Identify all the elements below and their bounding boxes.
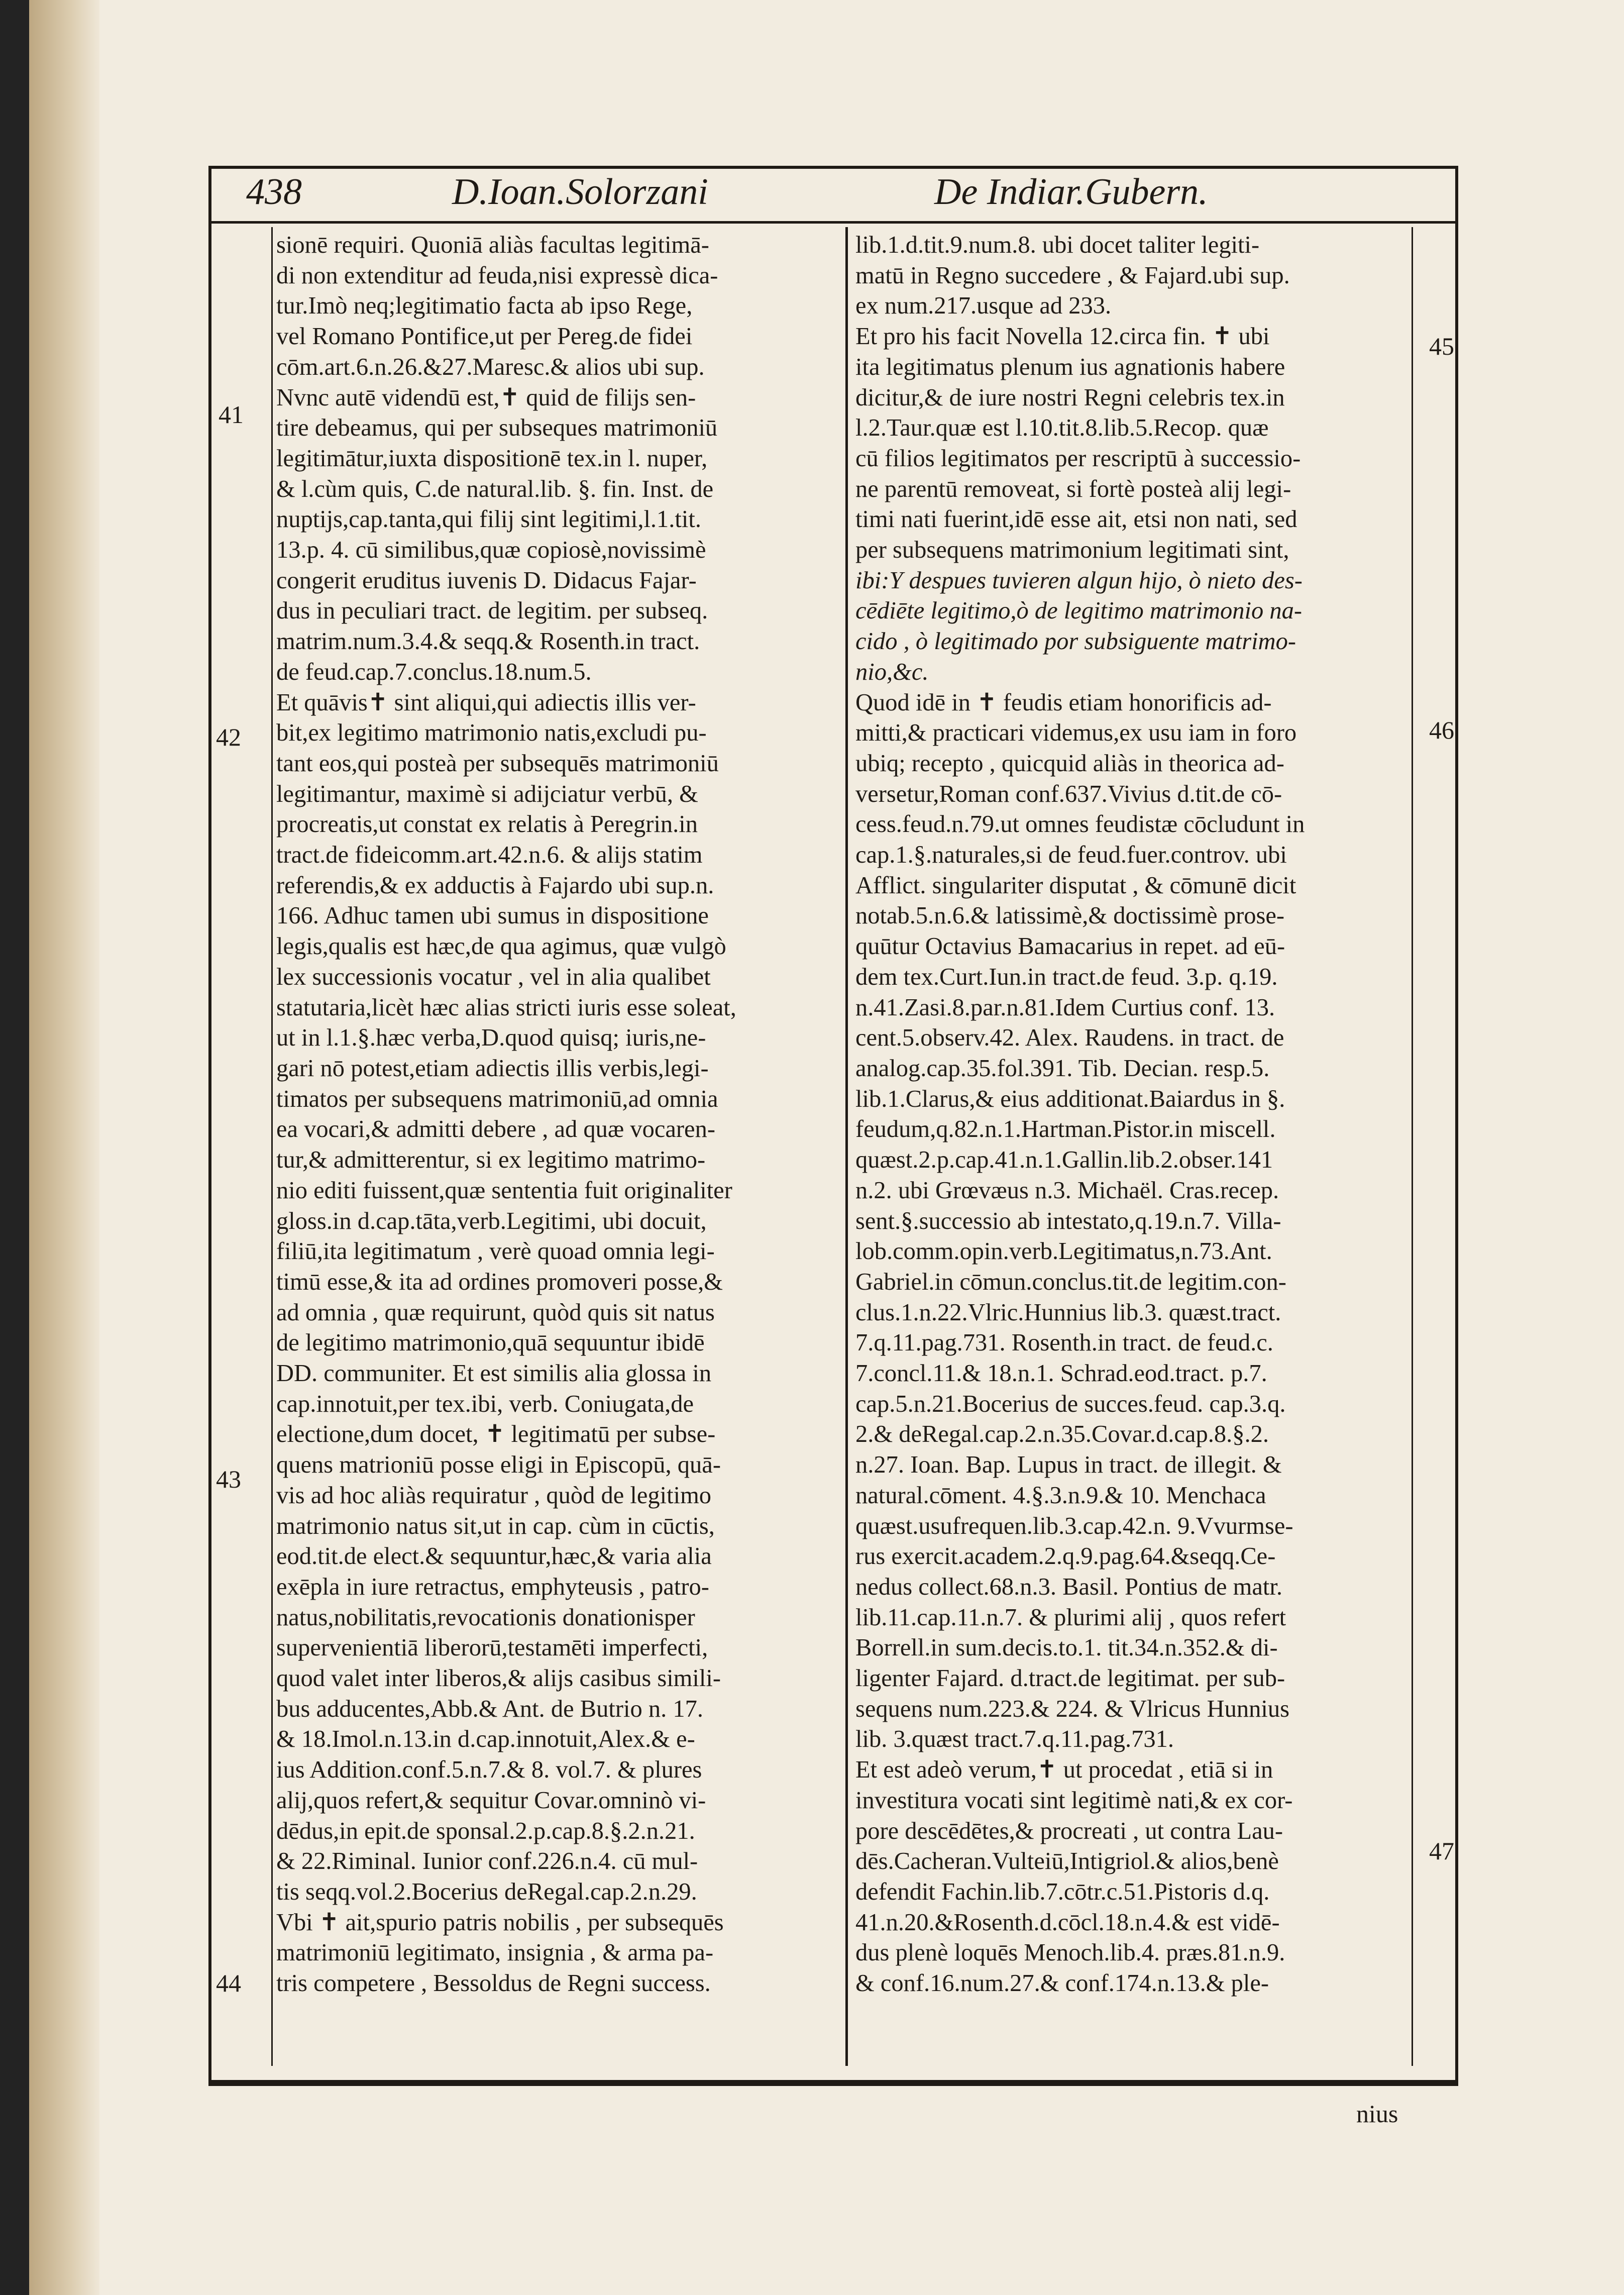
text-line: clus.1.n.22.Vlric.Hunnius lib.3. quæst.tract.	[855, 1299, 1281, 1326]
text-line: ita legitimatus plenum ius agnationis habere	[855, 353, 1285, 380]
text-line: lib.1.d.tit.9.num.8. ubi docet taliter legiti-	[855, 232, 1260, 258]
margin-number: 44	[216, 1969, 241, 1997]
text-line: quūtur Octavius Bamacarius in repet. ad eū-	[855, 933, 1285, 960]
text-line: quod valet inter liberos,& alijs casibus simili-	[276, 1665, 721, 1692]
text-line: congerit eruditus iuvenis D. Didacus Fajar-	[276, 567, 697, 594]
text-line: cent.5.observ.42. Alex. Raudens. in tract. de	[855, 1024, 1284, 1052]
text-line: sionē requiri. Quoniā aliàs facultas legitimā-	[276, 232, 709, 258]
text-line: DD. communiter. Et est similis alia glossa in	[276, 1360, 712, 1387]
text-line: ne parentū removeat, si fortè posteà alij legi-	[855, 475, 1291, 502]
text-line: de feud.cap.7.conclus.18.num.5.	[276, 658, 592, 685]
text-line: n.27. Ioan. Bap. Lupus in tract. de illegit. &	[855, 1451, 1282, 1479]
text-line: feudum,q.82.n.1.Hartman.Pistor.in miscell.	[855, 1116, 1276, 1143]
text-line: natus,nobilitatis,revocationis donationisper	[276, 1604, 695, 1631]
text-line: statutaria,licèt hæc alias stricti iuris esse soleat,	[276, 994, 736, 1021]
text-line: cap.1.§.naturales,si de feud.fuer.controv. ubi	[855, 842, 1287, 869]
text-line: eod.tit.de elect.& sequuntur,hæc,& varia alia	[276, 1543, 712, 1570]
text-line: rus exercit.academ.2.q.9.pag.64.&seqq.Ce-	[855, 1543, 1276, 1570]
text-line: matū in Regno succedere , & Fajard.ubi sup.	[855, 262, 1290, 289]
text-line: natural.cōment. 4.§.3.n.9.& 10. Menchaca	[855, 1482, 1266, 1509]
text-line: tris competere , Bessoldus de Regni success.	[276, 1970, 711, 1997]
text-line: nedus collect.68.n.3. Basil. Pontius de matr.	[855, 1573, 1283, 1600]
text-line: & l.cùm quis, C.de natural.lib. §. fin. Inst. de	[276, 475, 714, 502]
text-line: cōm.art.6.n.26.&27.Maresc.& alios ubi sup.	[276, 353, 705, 380]
text-line: Afflict. singulariter disputat , & cōmunē dicit	[855, 872, 1296, 899]
text-line: matrimonio natus sit,ut in cap. cùm in cūctis,	[276, 1512, 715, 1539]
text-line: 41.n.20.&Rosenth.d.cōcl.18.n.4.& est vidē-	[855, 1909, 1280, 1936]
margin-number: 41	[219, 400, 244, 429]
text-line: supervenientiā liberorū,testamēti imperfecti,	[276, 1634, 708, 1661]
text-line: mitti,& practicari videmus,ex usu iam in foro	[855, 719, 1297, 747]
text-line: ius Addition.conf.5.n.7.& 8. vol.7. & plures	[276, 1756, 702, 1784]
text-line: dēs.Cacheran.Vulteiū,Intigriol.& alios,benè	[855, 1848, 1279, 1875]
text-line: tur.Imò neq;legitimatio facta ab ipso Rege,	[276, 292, 693, 320]
text-line: di non extenditur ad feuda,nisi expressè dica-	[276, 262, 718, 289]
text-line: versetur,Roman conf.637.Vivius d.tit.de cō-	[855, 780, 1282, 807]
text-line: per subsequens matrimonium legitimati sint,	[855, 537, 1289, 564]
text-line: gloss.in d.cap.tāta,verb.Legitimi, ubi docuit,	[276, 1207, 707, 1234]
text-line: matrim.num.3.4.& seqq.& Rosenth.in tract.	[276, 628, 700, 655]
page-number: 438	[246, 171, 302, 213]
text-line: dus in peculiari tract. de legitim. per subseq.	[276, 597, 708, 624]
text-line: sequens num.223.& 224. & Vlricus Hunnius	[855, 1695, 1290, 1722]
header-rule	[208, 221, 1458, 224]
text-line: l.2.Taur.quæ est l.10.tit.8.lib.5.Recop. quæ	[855, 414, 1269, 442]
text-line: tur,& admitterentur, si ex legitimo matrimo-	[276, 1146, 706, 1174]
text-line: n.41.Zasi.8.par.n.81.Idem Curtius conf. 13.	[855, 994, 1275, 1021]
text-line: lib. 3.quæst tract.7.q.11.pag.731.	[855, 1726, 1174, 1753]
text-line: Et pro his facit Novella 12.circa fin. ✝ ubi	[855, 323, 1270, 350]
text-line: Nvnc autē videndū est,✝ quid de filijs sen-	[276, 384, 696, 411]
text-line: defendit Fachin.lib.7.cōtr.c.51.Pistoris d.q.	[855, 1878, 1270, 1905]
text-line: ad omnia , quæ requirunt, quòd quis sit natus	[276, 1299, 715, 1326]
text-line: cess.feud.n.79.ut omnes feudistæ cōcludunt in	[855, 811, 1305, 838]
text-line: legis,qualis est hæc,de qua agimus, quæ vulgò	[276, 933, 726, 960]
text-line: cap.5.n.21.Bocerius de succes.feud. cap.3.q.	[855, 1390, 1286, 1417]
text-line: & 18.Imol.n.13.in d.cap.innotuit,Alex.& e-	[276, 1726, 695, 1753]
text-line: vel Romano Pontifice,ut per Pereg.de fidei	[276, 323, 693, 350]
text-line: legitimantur, maximè si adijciatur verbū, &	[276, 780, 698, 807]
running-head	[246, 166, 1452, 221]
running-author: D.Ioan.Solorzani	[452, 171, 708, 213]
text-line: n.2. ubi Grœvæus n.3. Michaël. Cras.recep.	[855, 1177, 1279, 1204]
text-line: cap.innotuit,per tex.ibi, verb. Coniugata,de	[276, 1390, 694, 1417]
text-line: timi nati fuerint,idē esse ait, etsi non nati, sed	[855, 506, 1297, 533]
margin-number: 47	[1429, 1837, 1454, 1865]
text-line: ea vocari,& admitti debere , ad quæ vocaren-	[276, 1116, 715, 1143]
text-line: Et quāvis✝ sint aliqui,qui adiectis illis ver-	[276, 689, 696, 716]
text-line: ut in l.1.§.hæc verba,D.quod quisq; iuris,ne-	[276, 1024, 706, 1052]
text-line: tract.de fideicomm.art.42.n.6. & alijs statim	[276, 842, 703, 869]
text-line: timū esse,& ita ad ordines promoveri posse,&	[276, 1268, 723, 1295]
text-line: de legitimo matrimonio,quā sequuntur ibidē	[276, 1329, 705, 1357]
text-line: cū filios legitimatos per rescriptū à successio-	[855, 445, 1301, 472]
text-line: legitimātur,iuxta dispositionē tex.in l. nuper,	[276, 445, 708, 472]
text-line: lib.11.cap.11.n.7. & plurimi alij , quos refert	[855, 1604, 1286, 1631]
text-line: nuptijs,cap.tanta,qui filij sint legitimi,l.1.tit.	[276, 506, 701, 533]
text-line: filiū,ita legitimatum , verè quoad omnia legi-	[276, 1238, 715, 1265]
text-line: cido , ò legitimado por subsiguente matrimo-	[855, 628, 1296, 655]
text-line: quæst.2.p.cap.41.n.1.Gallin.lib.2.obser.141	[855, 1146, 1273, 1174]
footer-rule	[208, 2080, 1458, 2085]
text-line: Gabriel.in cōmun.conclus.tit.de legitim.con-	[855, 1268, 1286, 1295]
text-line: & conf.16.num.27.& conf.174.n.13.& ple-	[855, 1970, 1269, 1997]
text-line: 7.q.11.pag.731. Rosenth.in tract. de feud.c.	[855, 1329, 1273, 1357]
page-binding-edge	[29, 0, 99, 2295]
text-line: bit,ex legitimo matrimonio natis,excludi pu-	[276, 719, 707, 747]
text-line: tant eos,qui posteà per subsequēs matrimoniū	[276, 750, 719, 777]
text-line: lib.1.Clarus,& eius additionat.Baiardus in §.	[855, 1085, 1285, 1112]
text-line: pore descēdētes,& procreati , ut contra Lau-	[855, 1817, 1283, 1844]
text-line: investitura vocati sint legitimè nati,& ex cor-	[855, 1787, 1293, 1814]
text-line: tis seqq.vol.2.Bocerius deRegal.cap.2.n.29.	[276, 1878, 697, 1905]
margin-number: 42	[216, 723, 241, 751]
text-line: lex successionis vocatur , vel in alia qualibet	[276, 963, 711, 990]
text-line: 2.& deRegal.cap.2.n.35.Covar.d.cap.8.§.2.	[855, 1421, 1269, 1448]
right-text-column	[855, 230, 1408, 1999]
text-line: alij,quos refert,& sequitur Covar.omninò vi-	[276, 1787, 706, 1814]
running-title: De Indiar.Gubern.	[934, 171, 1208, 213]
catchword: nius	[1356, 2100, 1398, 2128]
text-line: gari nō potest,etiam adiectis illis verbis,legi-	[276, 1055, 709, 1082]
text-line: Vbi ✝ ait,spurio patris nobilis , per subsequēs	[276, 1909, 724, 1936]
left-text-column	[276, 230, 838, 1999]
text-line: quens matrioniū posse eligi in Episcopū, quā-	[276, 1451, 721, 1479]
text-line: ubiq; recepto , quicquid aliàs in theorica ad-	[855, 750, 1284, 777]
text-line: nio editi fuissent,quæ sententia fuit originaliter	[276, 1177, 732, 1204]
text-line: bus adducentes,Abb.& Ant. de Butrio n. 17.	[276, 1695, 704, 1722]
text-line: timatos per subsequens matrimoniū,ad omnia	[276, 1085, 718, 1112]
text-line: vis ad hoc aliàs requiratur , quòd de legitimo	[276, 1482, 712, 1509]
margin-number: 43	[216, 1465, 241, 1493]
text-line: dicitur,& de iure nostri Regni celebris tex.in	[855, 384, 1285, 411]
text-line: ibi:Y despues tuvieren algun hijo, ò nieto des-	[855, 567, 1303, 594]
text-line: dem tex.Curt.Iun.in tract.de feud. 3.p. q.19.	[855, 963, 1278, 990]
text-line: tire debeamus, qui per subseques matrimoniū	[276, 414, 718, 442]
right-margin-rule	[1412, 227, 1413, 2066]
margin-number: 46	[1429, 716, 1454, 744]
text-line: lob.comm.opin.verb.Legitimatus,n.73.Ant.	[855, 1238, 1272, 1265]
text-line: Borrell.in sum.decis.to.1. tit.34.n.352.& di-	[855, 1634, 1278, 1661]
text-line: 166. Adhuc tamen ubi sumus in dispositione	[276, 902, 709, 929]
text-line: matrimoniū legitimato, insignia , & arma pa-	[276, 1939, 714, 1966]
text-line: ligenter Fajard. d.tract.de legitimat. per sub-	[855, 1665, 1285, 1692]
text-line: dēdus,in epit.de sponsal.2.p.cap.8.§.2.n.21.	[276, 1817, 695, 1844]
text-line: analog.cap.35.fol.391. Tib. Decian. resp.5.	[855, 1055, 1270, 1082]
text-line: notab.5.n.6.& latissimè,& doctissimè prose-	[855, 902, 1285, 929]
text-line: procreatis,ut constat ex relatis à Peregrin.in	[276, 811, 698, 838]
text-line: dus plenè loquēs Menoch.lib.4. præs.81.n.9.	[855, 1939, 1285, 1966]
text-line: & 22.Riminal. Iunior conf.226.n.4. cū mul-	[276, 1848, 698, 1875]
text-line: Et est adeò verum,✝ ut procedat , etiā si in	[855, 1756, 1273, 1784]
text-line: quæst.usufrequen.lib.3.cap.42.n. 9.Vvurmse-	[855, 1512, 1293, 1539]
text-line: exēpla in iure retractus, emphyteusis , patro-	[276, 1573, 709, 1600]
text-line: 7.concl.11.& 18.n.1. Schrad.eod.tract. p.7.	[855, 1360, 1267, 1387]
left-margin-rule	[271, 227, 273, 2066]
text-line: electione,dum docet, ✝ legitimatū per subse-	[276, 1421, 716, 1448]
text-line: sent.§.successio ab intestato,q.19.n.7. Villa-	[855, 1207, 1281, 1234]
text-line: Quod idē in ✝ feudis etiam honorificis ad-	[855, 689, 1272, 716]
margin-number: 45	[1429, 332, 1454, 360]
text-line: 13.p. 4. cū similibus,quæ copiosè,novissimè	[276, 537, 706, 564]
text-line: nio,&c.	[855, 658, 929, 685]
text-line: cēdiēte legitimo,ò de legitimo matrimonio na-	[855, 597, 1302, 624]
text-line: referendis,& ex adductis à Fajardo ubi sup.n.	[276, 872, 714, 899]
column-divider	[845, 227, 848, 2066]
text-line: ex num.217.usque ad 233.	[855, 292, 1112, 320]
